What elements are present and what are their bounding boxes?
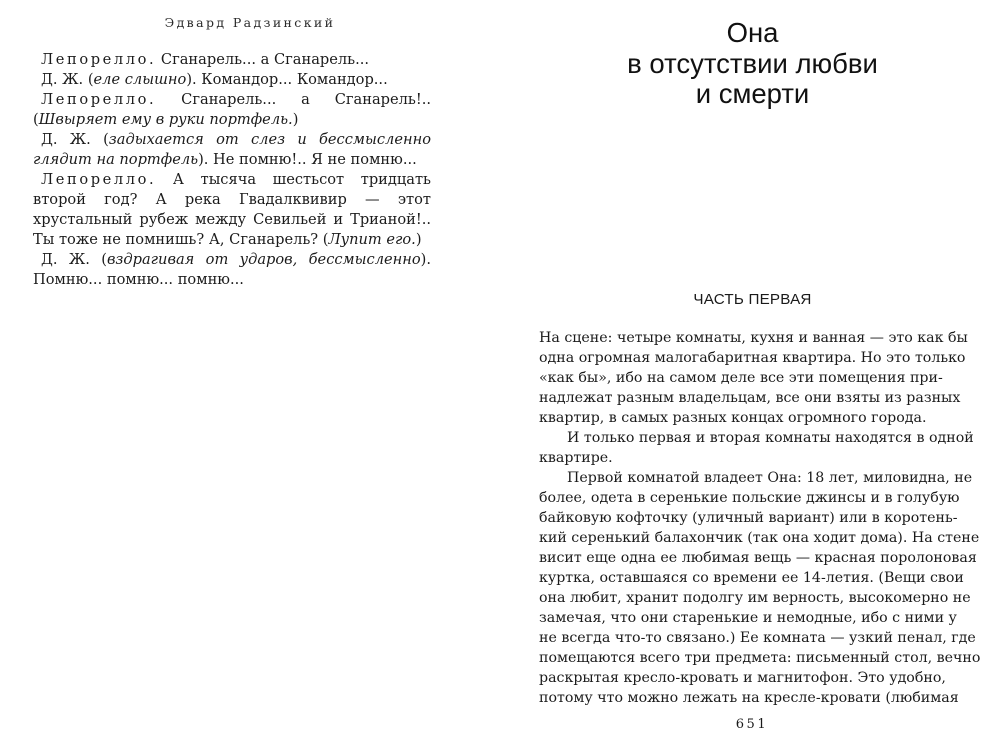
text-line: более, одета в серенькие польские джинсы и в голубую xyxy=(539,490,960,506)
line-text: Сганарель... а Сганарель!.. ( xyxy=(33,91,431,128)
title-line: Она xyxy=(726,17,779,48)
speaker-name: Лепорелло. xyxy=(41,171,157,188)
text-line: байковую кофточку (уличный вариант) или в коротень- xyxy=(539,510,958,526)
text-line: потому что можно лежать на кресле-кровати (любимая xyxy=(539,690,959,706)
text-line: помещаются всего три предмета: письменный стол, вечно xyxy=(539,650,981,666)
text-line: раскрытая кресло-кровать и магнитофон. Это удобно, xyxy=(539,670,946,686)
stage-direction: еле слышно xyxy=(93,71,187,88)
stage-direction: вздрагивая от ударов, бессмысленно xyxy=(106,251,421,268)
running-head: Эдвард Радзинский xyxy=(164,15,336,30)
dialogue-line xyxy=(33,250,431,290)
text-line: кий серенький балахончик (так она ходит дома). На стене xyxy=(539,530,980,546)
text-line: квартире. xyxy=(539,450,613,466)
title-line: и смерти xyxy=(695,78,810,109)
stage-direction: Лупит его. xyxy=(328,231,416,248)
play-title xyxy=(590,18,915,110)
text-line: И только первая и вторая комнаты находятся в одной xyxy=(567,430,974,446)
text-line: На сцене: четыре комнаты, кухня и ванная — это как бы xyxy=(539,330,968,346)
text-line: надлежат разным владельцам, все они взяты из разных xyxy=(539,390,961,406)
text-line: замечая, что они старенькие и немодные, ибо с ними у xyxy=(539,610,957,626)
page-number: 651 xyxy=(735,717,769,732)
speaker-name: Д. Ж. xyxy=(41,71,84,88)
text-line: «как бы», ибо на самом деле все эти помещения при- xyxy=(539,370,943,386)
dialogue-text xyxy=(33,50,431,290)
speaker-name: Лепорелло. xyxy=(41,91,157,108)
dialogue-line xyxy=(33,130,431,170)
dialogue-line xyxy=(33,170,431,250)
text-line: висит еще одна ее любимая вещь — красная поролоновая xyxy=(539,550,977,566)
dialogue-line xyxy=(33,50,431,70)
speaker-name: Д. Ж. xyxy=(41,251,90,268)
line-text: ( xyxy=(83,71,94,88)
dialogue-line xyxy=(33,90,431,130)
title-line: в отсутствии любви xyxy=(627,47,878,79)
text-line: не всегда что-то связано.) Ее комната — узкий пенал, где xyxy=(539,630,976,646)
right-page xyxy=(500,0,1000,745)
stage-direction: Швыряет ему в руки портфель. xyxy=(38,111,293,128)
section-title: ЧАСТЬ ПЕРВАЯ xyxy=(693,291,812,308)
line-text: ( xyxy=(89,251,107,268)
speaker-name: Д. Ж. xyxy=(41,131,91,148)
text-line: квартир, в самых разных концах огромного города. xyxy=(539,410,927,426)
dialogue-line xyxy=(33,70,431,90)
line-text: А тысяча шестьсот тридцать второй год? А река Гвадалквивир — этот хрустальный рубеж между Севильей и Трианой!.. Ты тоже не помнишь? А, Сганарель? ( xyxy=(33,171,431,248)
stage-description xyxy=(539,328,981,708)
line-text: ). Не помню!.. Я не помню... xyxy=(198,151,417,168)
text-line: одна огромная малогабаритная квартира. Но это только xyxy=(539,350,966,366)
line-text: ) xyxy=(292,111,299,128)
line-text: ( xyxy=(90,131,109,148)
speaker-name: Лепорелло. xyxy=(41,51,157,68)
line-text: ). Помню... помню... помню... xyxy=(33,251,431,288)
line-text: Сганарель... а Сганарель... xyxy=(156,51,370,68)
line-text: ). Командор... Командор... xyxy=(186,71,388,88)
stage-direction: задыхается от слез и бессмысленно глядит на портфель xyxy=(33,131,431,168)
text-line: она любит, хранит подолгу им верность, высокомерно не xyxy=(539,590,971,606)
text-line: куртка, оставшаяся со времени ее 14-летия. (Вещи свои xyxy=(539,570,964,586)
line-text: ) xyxy=(415,231,422,248)
text-line: Первой комнатой владеет Она: 18 лет, миловидна, не xyxy=(567,470,973,486)
